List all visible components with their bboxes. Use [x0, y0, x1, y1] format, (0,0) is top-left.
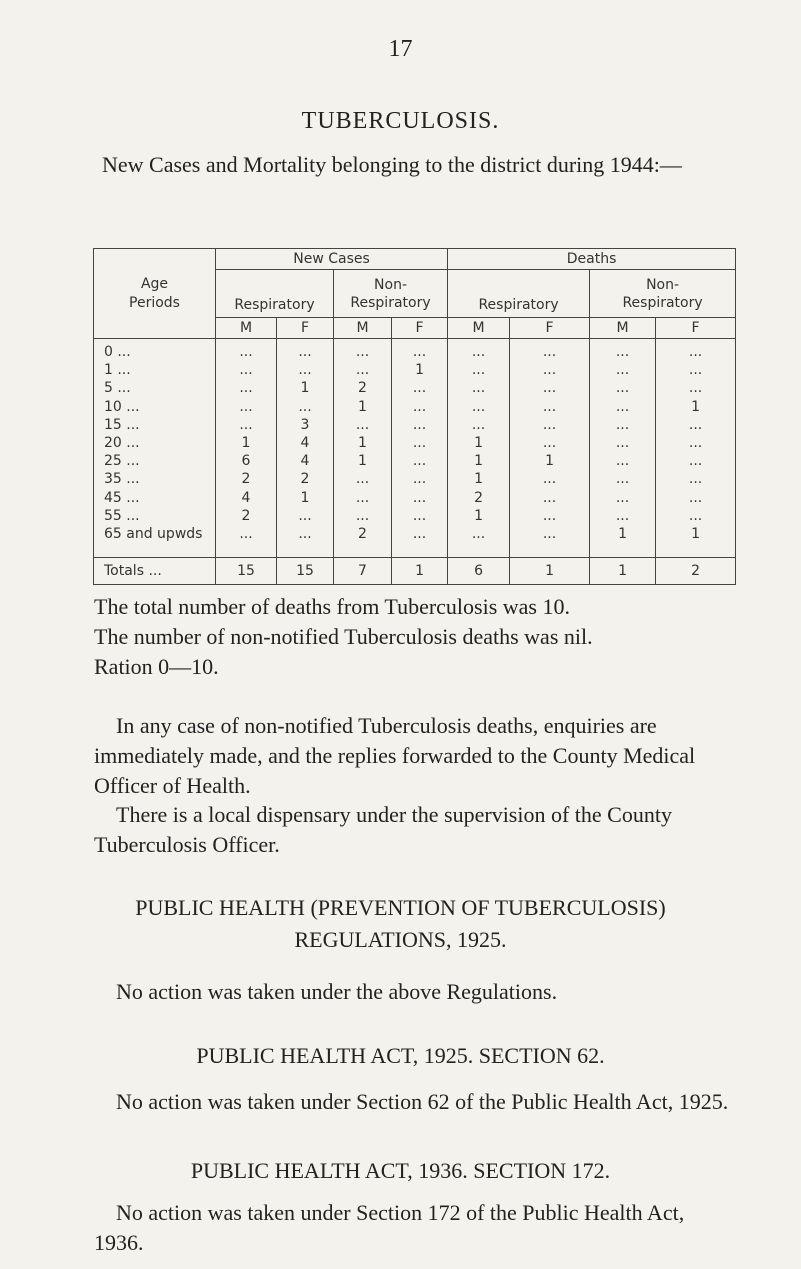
- regulations-heading-line2: REGULATIONS, 1925.: [294, 927, 507, 952]
- table-cell: ...: [392, 452, 448, 470]
- table-cell: ...: [590, 339, 656, 362]
- page-number: 17: [388, 36, 413, 62]
- table-cell: 1: [656, 525, 736, 543]
- table-cell: ...: [277, 507, 334, 525]
- table-cell: ...: [590, 470, 656, 488]
- table-cell: 1: [590, 558, 656, 585]
- table-cell: ...: [590, 379, 656, 397]
- table-cell: 1: [277, 379, 334, 397]
- table-cell: 2: [277, 470, 334, 488]
- age-period-cell: 25 ...: [94, 452, 216, 470]
- table-cell: ...: [510, 416, 590, 434]
- section-172-heading: PUBLIC HEALTH ACT, 1936. SECTION 172.: [190, 1158, 611, 1183]
- table-cell: 1: [392, 361, 448, 379]
- table-row: [94, 398, 736, 416]
- table-cell: 1: [448, 507, 510, 525]
- section-62-paragraph: No action was taken under Section 62 of the Public Health Act, 1925.: [116, 1089, 729, 1114]
- regulations-paragraph: No action was taken under the above Regulations.: [116, 979, 558, 1004]
- table-cell: 2: [216, 507, 277, 525]
- ratio-line: Ration 0—10.: [94, 654, 219, 679]
- table-cell: ...: [656, 452, 736, 470]
- dispensary-paragraph: There is a local dispensary under the supervision of the County Tuberculosis Officer.: [94, 802, 672, 857]
- age-period-cell: 35 ...: [94, 470, 216, 488]
- age-period-cell: 55 ...: [94, 507, 216, 525]
- table-cell: ...: [448, 416, 510, 434]
- table-cell: 4: [277, 452, 334, 470]
- table-cell: ...: [277, 361, 334, 379]
- section-62-heading: PUBLIC HEALTH ACT, 1925. SECTION 62.: [196, 1043, 605, 1068]
- table-row: [94, 507, 736, 525]
- table-cell: ...: [334, 489, 392, 507]
- table-cell: 2: [334, 525, 392, 543]
- table-cell: ...: [656, 434, 736, 452]
- table-cell: ...: [656, 489, 736, 507]
- table-cell: 1: [448, 434, 510, 452]
- tuberculosis-table: [93, 248, 735, 585]
- table-cell: ...: [590, 361, 656, 379]
- age-period-cell: 10 ...: [94, 398, 216, 416]
- age-period-cell: 5 ...: [94, 379, 216, 397]
- table-cell: ...: [590, 416, 656, 434]
- table-cell: ...: [590, 507, 656, 525]
- table-cell: 2: [216, 470, 277, 488]
- table-cell: ...: [334, 416, 392, 434]
- table-cell: ...: [510, 379, 590, 397]
- table-cell: 1: [656, 398, 736, 416]
- table-cell: ...: [216, 361, 277, 379]
- age-period-cell: 45 ...: [94, 489, 216, 507]
- table-cell: ...: [392, 398, 448, 416]
- table-cell: ...: [277, 398, 334, 416]
- table-cell: ...: [392, 379, 448, 397]
- enquiries-paragraph: In any case of non-notified Tuberculosis deaths, enquiries are immediately made, and the replies forwarded to the County Medical Officer of Health.: [94, 713, 696, 798]
- table-cell: ...: [510, 361, 590, 379]
- deaths-header: Deaths: [448, 249, 736, 270]
- table-cell: ...: [334, 507, 392, 525]
- table-cell: ...: [656, 507, 736, 525]
- table-cell: ...: [656, 416, 736, 434]
- table-cell: 1: [277, 489, 334, 507]
- table-cell: ...: [216, 398, 277, 416]
- sex-header: F: [510, 318, 590, 339]
- table-cell: ...: [510, 434, 590, 452]
- table-cell: ...: [510, 470, 590, 488]
- new-cases-non-respiratory-header: Non- Respiratory: [334, 270, 448, 318]
- table-row: [94, 361, 736, 379]
- table-cell: ...: [590, 398, 656, 416]
- table-row: [94, 452, 736, 470]
- table-cell: 2: [334, 379, 392, 397]
- table-cell: ...: [392, 416, 448, 434]
- regulations-heading: [0, 892, 801, 956]
- table-cell: 1: [334, 452, 392, 470]
- table-cell: 1: [216, 434, 277, 452]
- table-cell: ...: [510, 507, 590, 525]
- deaths-respiratory-header: Respiratory: [448, 270, 590, 318]
- table-row: [94, 379, 736, 397]
- age-period-cell: 65 and upwds: [94, 525, 216, 543]
- age-period-cell: 20 ...: [94, 434, 216, 452]
- table-cell: ...: [216, 416, 277, 434]
- table-cell: ...: [590, 434, 656, 452]
- totals-label: Totals ...: [94, 558, 216, 585]
- table-cell: ...: [392, 489, 448, 507]
- new-cases-respiratory-header: Respiratory: [216, 270, 334, 318]
- table-cell: 7: [334, 558, 392, 585]
- sex-header: F: [656, 318, 736, 339]
- intro-text: New Cases and Mortality belonging to the district during 1944:—: [102, 152, 682, 177]
- deaths-summary: [94, 592, 734, 682]
- total-deaths-line: The total number of deaths from Tuberculosis was 10.: [94, 594, 570, 619]
- table-cell: ...: [392, 525, 448, 543]
- table-cell: ...: [656, 361, 736, 379]
- sex-header: M: [590, 318, 656, 339]
- age-period-cell: 1 ...: [94, 361, 216, 379]
- age-periods-header: Age Periods: [94, 249, 216, 339]
- new-cases-header: New Cases: [216, 249, 448, 270]
- sex-header: F: [277, 318, 334, 339]
- table-cell: 1: [590, 525, 656, 543]
- age-period-cell: 0 ...: [94, 339, 216, 362]
- table-cell: ...: [392, 507, 448, 525]
- table-cell: ...: [448, 398, 510, 416]
- table-cell: 1: [392, 558, 448, 585]
- table-cell: ...: [448, 379, 510, 397]
- table-row: [94, 470, 736, 488]
- deaths-non-respiratory-header: Non- Respiratory: [590, 270, 736, 318]
- table-cell: ...: [334, 361, 392, 379]
- table-cell: 15: [277, 558, 334, 585]
- table-cell: 1: [510, 452, 590, 470]
- table-cell: ...: [334, 339, 392, 362]
- table-cell: ...: [510, 489, 590, 507]
- table-cell: 1: [448, 452, 510, 470]
- sex-header: F: [392, 318, 448, 339]
- table-cell: 1: [448, 470, 510, 488]
- table-cell: 1: [334, 434, 392, 452]
- table-cell: ...: [392, 470, 448, 488]
- sex-header: M: [216, 318, 277, 339]
- table-cell: ...: [334, 470, 392, 488]
- table-cell: 4: [216, 489, 277, 507]
- page-title: TUBERCULOSIS.: [301, 108, 500, 134]
- totals-row: [94, 558, 736, 585]
- table-cell: ...: [448, 361, 510, 379]
- table-cell: ...: [590, 489, 656, 507]
- table-cell: ...: [656, 470, 736, 488]
- table-cell: ...: [392, 434, 448, 452]
- non-notified-deaths-line: The number of non-notified Tuberculosis deaths was nil.: [94, 624, 593, 649]
- table-cell: ...: [656, 339, 736, 362]
- table-cell: 2: [448, 489, 510, 507]
- table-row: [94, 525, 736, 543]
- sex-header: M: [448, 318, 510, 339]
- table-row: [94, 339, 736, 362]
- table-cell: 15: [216, 558, 277, 585]
- table-cell: 1: [334, 398, 392, 416]
- table-cell: ...: [510, 339, 590, 362]
- table-cell: ...: [510, 525, 590, 543]
- table-cell: ...: [510, 398, 590, 416]
- section-172-paragraph: No action was taken under Section 172 of the Public Health Act, 1936.: [94, 1200, 685, 1255]
- sex-header: M: [334, 318, 392, 339]
- table-cell: ...: [448, 525, 510, 543]
- table-cell: 4: [277, 434, 334, 452]
- table-cell: ...: [656, 379, 736, 397]
- regulations-heading-line1: PUBLIC HEALTH (PREVENTION OF TUBERCULOSIS): [135, 895, 666, 920]
- table-cell: ...: [216, 525, 277, 543]
- table-cell: 2: [656, 558, 736, 585]
- table-cell: ...: [216, 379, 277, 397]
- table-cell: 6: [448, 558, 510, 585]
- table-row: [94, 489, 736, 507]
- table-cell: ...: [216, 339, 277, 362]
- table-cell: ...: [448, 339, 510, 362]
- table-cell: ...: [392, 339, 448, 362]
- table-cell: ...: [590, 452, 656, 470]
- table-cell: ...: [277, 339, 334, 362]
- table-row: [94, 434, 736, 452]
- table-cell: ...: [277, 525, 334, 543]
- table-cell: 1: [510, 558, 590, 585]
- table-row: [94, 416, 736, 434]
- age-period-cell: 15 ...: [94, 416, 216, 434]
- table-cell: 3: [277, 416, 334, 434]
- table-cell: 6: [216, 452, 277, 470]
